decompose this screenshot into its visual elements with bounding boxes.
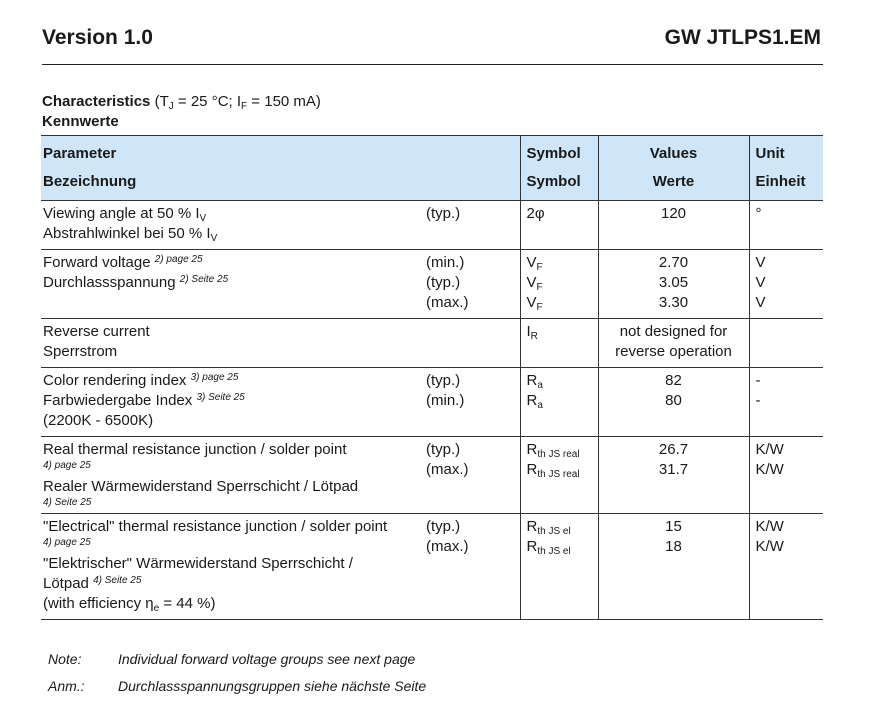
symbol: $I_R$ — [520, 319, 598, 368]
unit: K/W K/W — [749, 514, 823, 620]
table-row — [41, 368, 823, 437]
value: 15 18 — [598, 514, 749, 620]
note-en: Note: Individual forward voltage groups see next page — [48, 651, 416, 667]
value: 82 80 — [598, 368, 749, 437]
symbol: 2φ — [520, 201, 598, 250]
unit: ° — [749, 201, 823, 250]
unit: V V V — [749, 250, 823, 319]
value: 2.70 3.05 3.30 — [598, 250, 749, 319]
param-viewing-angle: Viewing angle at 50 % $I_V$ Abstrahlwinkel bei 50 % $I_V$ — [41, 201, 426, 250]
unit — [749, 319, 823, 368]
condition: (typ.) (max.) — [426, 437, 520, 514]
section-title: Characteristics ($T_J = 25$ °C; $I_F = 150$ mA) — [42, 93, 321, 112]
param-electrical-thermal-resistance: "Electrical" thermal resistance junction / solder point 4) page 25 "Elektrischer" Wärmewiderstand Sperrschicht / Lötpad $^{4) Seite 25}$ (with efficiency $\eta_e = 44$ %) — [41, 514, 426, 620]
document-version: Version 1.0 — [42, 26, 153, 49]
table-row — [41, 514, 823, 620]
condition: (min.) (typ.) (max.) — [426, 250, 520, 319]
header-symbol: Symbol Symbol — [520, 136, 598, 201]
value: not designed for reverse operation — [598, 319, 749, 368]
characteristics-table — [41, 135, 823, 620]
header-parameter: Parameter Bezeichnung — [41, 136, 520, 201]
param-reverse-current: Reverse current Sperrstrom — [41, 319, 426, 368]
product-code: GW JTLPS1.EM — [664, 26, 821, 49]
param-color-rendering-index: Color rendering index $^{3) page 25}$ Farbwiedergabe Index $^{3) Seite 25}$ (2200K - 6500K) — [41, 368, 426, 437]
header-values: Values Werte — [598, 136, 749, 201]
symbol: $V_F$ $V_F$ $V_F$ — [520, 250, 598, 319]
condition — [426, 319, 520, 368]
table-row — [41, 250, 823, 319]
unit: - - — [749, 368, 823, 437]
note-de: Anm.: Durchlassspannungsgruppen siehe nächste Seite — [48, 678, 427, 694]
value: 120 — [598, 201, 749, 250]
symbol: $R_a$ $R_a$ — [520, 368, 598, 437]
param-real-thermal-resistance: Real thermal resistance junction / solder point 4) page 25 Realer Wärmewiderstand Sperrschicht / Lötpad 4) Seite 25 — [41, 437, 426, 514]
section-title-bold: Characteristics — [42, 93, 151, 110]
condition: (typ.) (max.) — [426, 514, 520, 620]
header-divider — [42, 64, 823, 65]
condition: (typ.) (min.) — [426, 368, 520, 437]
table-row — [41, 201, 823, 250]
symbol: $R_{th JS el}$ $R_{th JS el}$ — [520, 514, 598, 620]
param-forward-voltage: Forward voltage $^{2) page 25}$ Durchlassspannung $^{2) Seite 25}$ — [41, 250, 426, 319]
value: 26.7 31.7 — [598, 437, 749, 514]
unit: K/W K/W — [749, 437, 823, 514]
header-unit: Unit Einheit — [749, 136, 823, 201]
table-row — [41, 437, 823, 514]
table-row — [41, 319, 823, 368]
condition: (typ.) — [426, 201, 520, 250]
symbol: $R_{th JS real}$ $R_{th JS real}$ — [520, 437, 598, 514]
table-header-row — [41, 136, 823, 201]
section-title-de: Kennwerte — [42, 113, 119, 130]
